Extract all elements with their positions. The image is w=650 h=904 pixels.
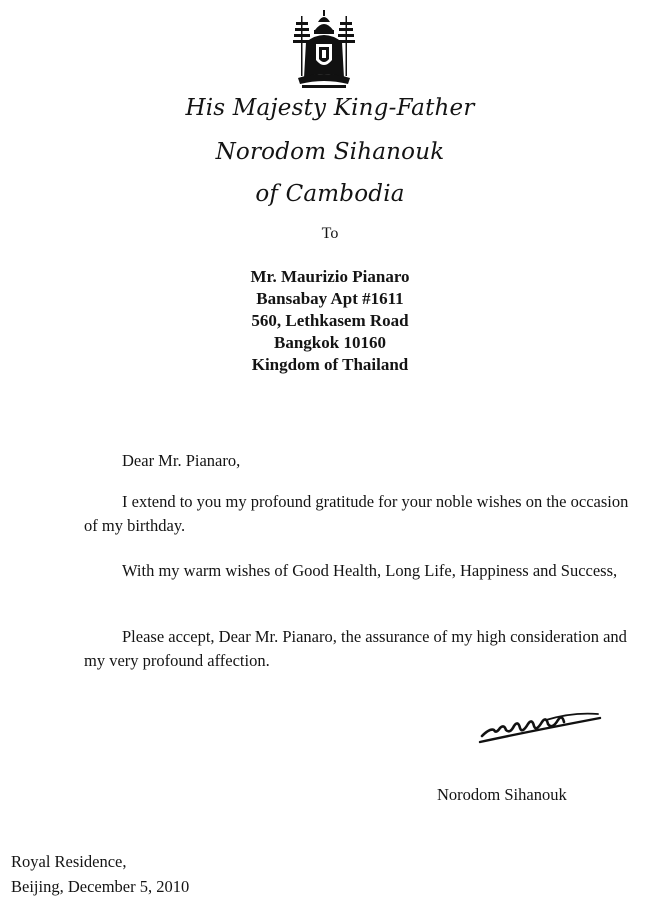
letterhead-line-country: of Cambodia	[255, 181, 405, 207]
paragraph-gratitude-text: I extend to you my profound gratitude for your noble wishes on the occasion of my birthday.	[84, 492, 629, 535]
paragraph-gratitude	[84, 490, 644, 538]
paragraph-wishes	[84, 559, 644, 583]
recipient-building: Bansabay Apt #1611	[256, 289, 404, 308]
footer-place-date	[11, 849, 189, 899]
recipient-address	[200, 266, 460, 376]
footer-location-date: Beijing, December 5, 2010	[11, 877, 190, 896]
paragraph-wishes-text: With my warm wishes of Good Health, Long Life, Happiness and Success,	[122, 561, 618, 580]
signer-name: Norodom Sihanouk	[437, 785, 567, 804]
letterhead-line-title: His Majesty King-Father	[185, 95, 475, 121]
recipient-city: Bangkok 10160	[274, 333, 386, 352]
handwritten-signature-icon	[476, 706, 604, 746]
paragraph-closing-text: Please accept, Dear Mr. Pianaro, the assurance of my high consideration and my very profound affection.	[84, 627, 627, 670]
letterhead-line-name: Norodom Sihanouk	[215, 139, 445, 165]
footer-place: Royal Residence,	[11, 852, 127, 871]
recipient-country: Kingdom of Thailand	[251, 355, 409, 374]
salutation: Dear Mr. Pianaro,	[122, 451, 241, 470]
to-label: To	[321, 225, 339, 242]
recipient-name: Mr. Maurizio Pianaro	[250, 267, 410, 286]
paragraph-closing	[84, 625, 644, 673]
recipient-street: 560, Lethkasem Road	[251, 311, 409, 330]
royal-coat-of-arms-icon	[288, 8, 360, 92]
